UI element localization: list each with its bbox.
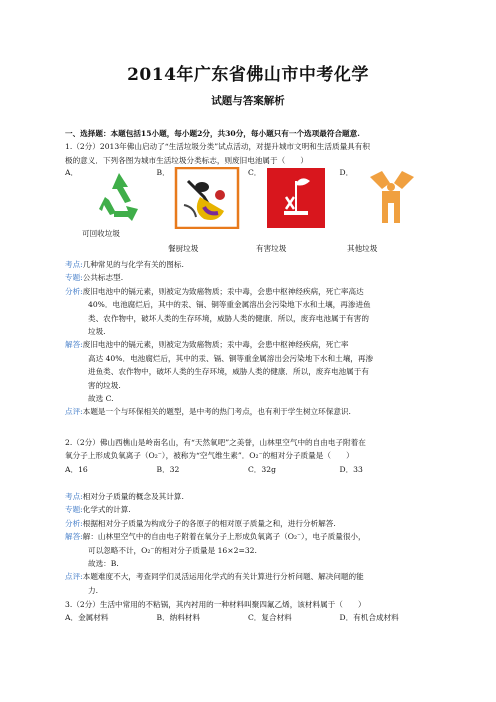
q3-option-c: C．复合材料 [248, 613, 292, 623]
kaodian-tag: 考点: [65, 492, 83, 501]
fenxi-tag: 分析: [65, 286, 83, 296]
kitchen-waste-icon [174, 167, 240, 229]
q2-option-a: A．16 [65, 464, 88, 474]
q1-option-c: C． [248, 168, 262, 177]
kaodian-text: 相对分子质量的概念及其计算. [82, 492, 184, 501]
dianping-tag: 点评: [65, 572, 83, 582]
section-heading: 一、选择题：本题包括15小题，每小题2分，共30分，每小题只有一个选项最符合题意. [65, 129, 360, 138]
kaodian-tag: 考点: [65, 260, 83, 269]
q3-option-a: A．金属材料 [65, 613, 109, 623]
zhuanti-text: 公共标志型. [82, 273, 124, 283]
dianping-text: 本题是一个与环保相关的题型，是中考的热门考点，也有利于学生树立环保意识. [82, 407, 351, 417]
caption-other: 其他垃圾 [347, 244, 378, 253]
q3-stem-line1: 3.（2分）生活中常用的不粘锅，其内衬用的一种材料叫聚四氟乙烯，该材料属于（ ） [65, 600, 366, 609]
fenxi-line1: 根据相对分子质量为构成分子的各原子的相对原子质量之和，进行分析解答. [82, 518, 336, 528]
other-waste-icon [360, 167, 422, 229]
jieda-tag: 解答: [65, 532, 83, 542]
jieda-line1: 废旧电池中的镉元素，则被定为致癌物质；汞中毒，会患中枢神经疾病，死亡率 [82, 340, 349, 350]
page-title: 2014年广东省佛山市中考化学 [127, 65, 369, 85]
caption-recyclable: 可回收垃圾 [82, 229, 120, 238]
jieda-line2: 高达 40%．电池腐烂后，其中的汞、镉、铜等重金属溶出会污染地下水和土壤，再渗 [88, 353, 374, 363]
hazardous-waste-icon [266, 167, 326, 229]
caption-kitchen: 餐厨垃圾 [168, 244, 199, 253]
q2-option-d: D．33 [339, 464, 363, 474]
q2-stem-line1: 2.（2分）佛山西樵山是岭南名山，有“天然氧吧”之美誉，山林里空气中的自由电子附着在 [65, 438, 366, 447]
q2-option-c: C．32g [248, 464, 276, 474]
fenxi-line1: 废旧电池中的镉元素，则被定为致癌物质；汞中毒，会患中枢神经疾病，死亡率高达 [82, 286, 364, 296]
q1-option-d: D． [339, 168, 354, 177]
kaodian-text: 几种常见的与化学有关的图标. [82, 260, 184, 269]
zhuanti-tag: 专题: [65, 505, 83, 515]
page-subtitle: 试题与答案解析 [211, 95, 285, 107]
jieda-line3: 进鱼类、农作物中，破坏人类的生存环境，威胁人类的健康．所以，废弃电池属于有 [88, 367, 369, 377]
q2-analysis [65, 490, 431, 597]
jieda-tag: 解答: [65, 340, 83, 350]
jieda-line1: 解：山林里空气中的自由电子附着在氧分子上形成负氧离子（O₂⁻），电子质量很小， [82, 532, 366, 542]
jieda-answer: 故选 C. [88, 394, 114, 404]
caption-hazardous: 有害垃圾 [256, 244, 287, 253]
q1-option-b: B． [156, 168, 170, 177]
q2-option-b: B．32 [156, 464, 180, 474]
dianping-line1: 本题难度不大，考查同学们灵活运用化学式的有关计算进行分析问题、解决问题的能 [82, 572, 364, 582]
zhuanti-tag: 专题: [65, 273, 83, 283]
q1-stem-line1: 1.（2分）2013年佛山启动了“生活垃圾分类”试点活动，对提升城市文明和生活质量具有积 [65, 142, 370, 152]
q1-option-images [88, 167, 428, 229]
jieda-line2: 可以忽略不计，O₂⁻的相对分子质量是 16×2=32. [88, 545, 257, 555]
zhuanti-text: 化学式的计算. [82, 505, 131, 515]
jieda-answer: 故选：B. [88, 559, 119, 569]
q1-option-a: A． [65, 168, 79, 177]
q1-stem-line2: 极的意义．下列各图为城市生活垃圾分类标志，则废旧电池属于（ ） [65, 155, 308, 165]
q1-image-captions [60, 229, 432, 255]
dianping-line2: 力. [88, 585, 99, 595]
recycle-icon [88, 167, 150, 229]
question3-block [65, 598, 431, 625]
q3-option-b: B．纳料材料 [156, 613, 201, 623]
fenxi-line4: 垃圾. [88, 327, 106, 337]
fenxi-line3: 类、农作物中，破坏人类的生存环境，威胁人类的健康．所以，废弃电池属于有害的 [88, 313, 369, 323]
q3-option-d: D．有机合成材料 [339, 613, 399, 623]
q2-stem-line2: 氧分子上形成负氧离子（O₂⁻），被称为“空气维生素”．O₂⁻的相对分子质量是（ ） [65, 451, 354, 461]
question2-block [65, 436, 431, 476]
fenxi-line2: 40%．电池腐烂后，其中的汞、镉、铜等重金属溶出会污染地下水和土壤，再渗进鱼 [88, 300, 371, 310]
question1-block [65, 127, 431, 167]
dianping-tag: 点评: [65, 407, 83, 417]
q1-analysis [65, 258, 431, 419]
jieda-line4: 害的垃圾. [88, 380, 121, 390]
fenxi-tag: 分析: [65, 518, 83, 528]
